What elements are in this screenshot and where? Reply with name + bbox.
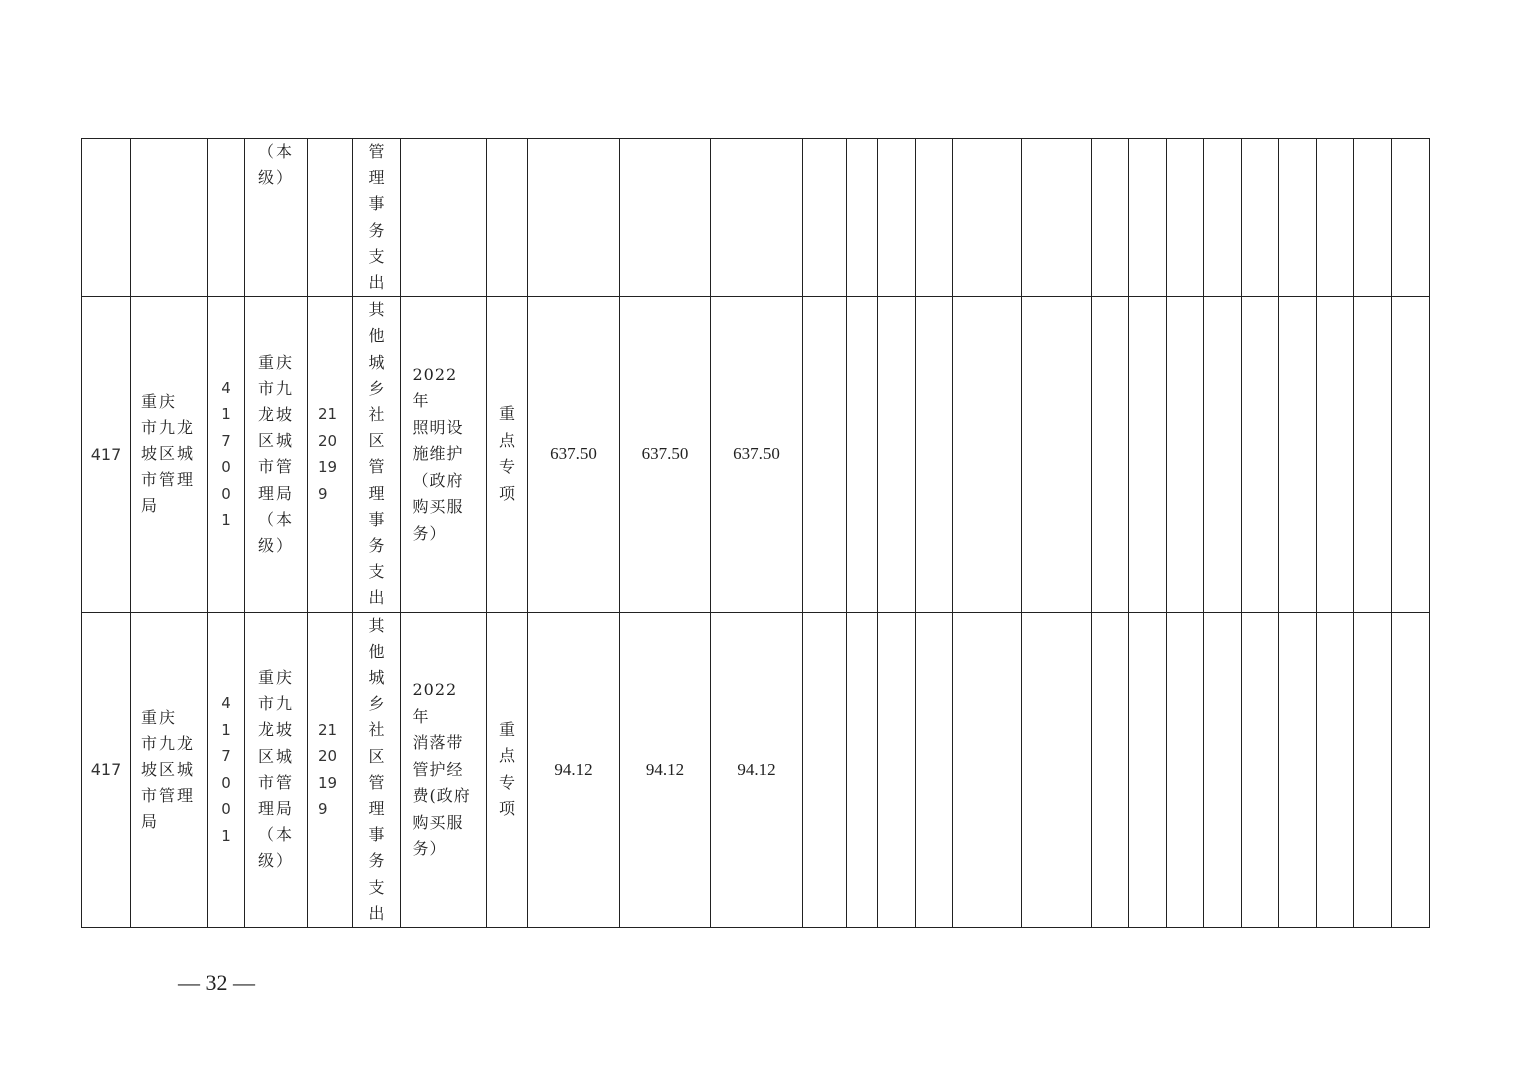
unit-name: 重庆 市九 龙坡 区城 市管 理局 （本 级）	[258, 352, 295, 556]
project-category: 重 点 专 项	[498, 719, 515, 819]
function-code: 21 20 19 9	[318, 720, 338, 819]
table-row	[82, 297, 1430, 612]
row-seq: 417	[90, 760, 122, 780]
project-category: 重 点 专 项	[498, 404, 515, 503]
project-name: 2022 年 照明设 施维护 （政府 购买服 务）	[412, 364, 464, 543]
unit-name: 重庆 市九 龙坡 区城 市管 理局 （本 级）	[258, 668, 295, 871]
continuation-row	[82, 139, 1430, 297]
amount-total: 637.50	[550, 444, 597, 464]
function-code: 21 20 19 9	[318, 405, 338, 503]
department-name: 重庆 市九龙 坡区城 市管理 局	[141, 392, 196, 516]
table-row	[82, 612, 1430, 927]
function-name: 其 他 城 乡 社 区 管 理 事 务 支 出	[368, 300, 385, 608]
amount-total: 94.12	[554, 759, 593, 779]
amount-general-budget: 94.12	[737, 759, 776, 779]
department-code: 4 1 7 0 0 1	[221, 378, 231, 530]
amount-subtotal: 637.50	[641, 444, 689, 464]
amount-subtotal: 94.12	[645, 759, 685, 779]
function-name: 其 他 城 乡 社 区 管 理 事 务 支 出	[368, 615, 385, 923]
amount-general-budget: 637.50	[733, 444, 780, 464]
unit-name-tail: （本 级）	[258, 142, 295, 188]
row-seq: 417	[90, 444, 122, 464]
project-name: 2022 年 消落带 管护经 费(政府 购买服 务）	[412, 680, 471, 859]
page-number: — 32 —	[178, 970, 255, 995]
department-name: 重庆 市九龙 坡区城 市管理 局	[141, 707, 196, 831]
budget-table	[81, 138, 1430, 928]
department-code: 4 1 7 0 0 1	[221, 694, 231, 845]
function-name-tail: 管 理 事 务 支 出	[368, 142, 385, 293]
